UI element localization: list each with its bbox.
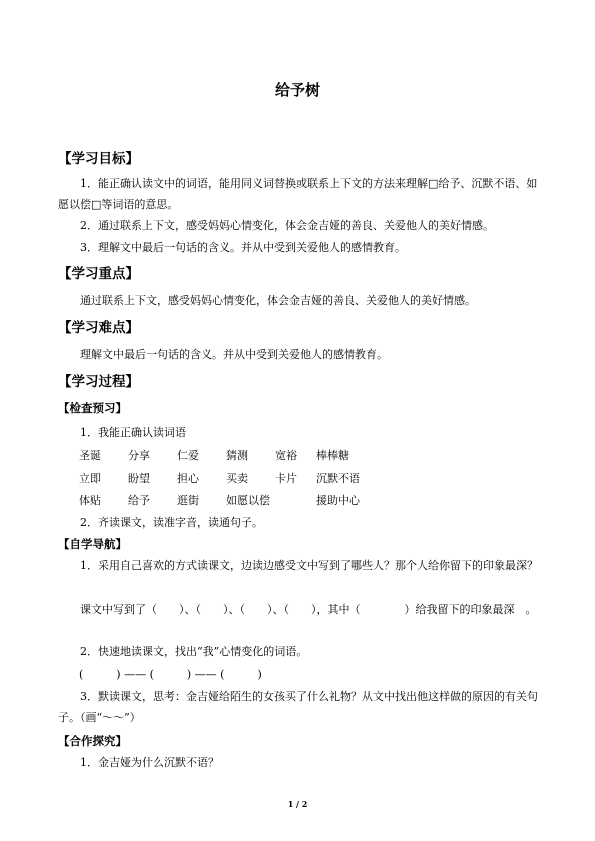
- explore-heading: 【合作探究】: [58, 734, 127, 748]
- word-row: [79, 447, 349, 463]
- explore-item-1: 1．金吉娅为什么沉默不语？: [80, 756, 219, 769]
- goals-heading: 【学习目标】: [58, 151, 139, 167]
- page-number: 1 / 2: [287, 799, 308, 809]
- self-study-heading: 【自学导航】: [58, 537, 127, 551]
- word-row: [79, 470, 360, 486]
- self-study-item-2: 2．快速地读课文，找出“我”心情变化的词语。: [80, 645, 308, 658]
- word: 圣诞: [79, 449, 101, 462]
- key-points-heading: 【学习重点】: [58, 266, 139, 282]
- word: 盼望: [128, 472, 150, 485]
- word: 棒棒糖: [316, 449, 349, 462]
- word: 猜测: [226, 449, 248, 462]
- word: 立即: [79, 472, 101, 485]
- self-study-item-3: 3．默读课文，思考：金吉娅给陌生的女孩买了什么礼物？从文中找出他这样做的原因的有关句子。（画“～～”）: [58, 690, 538, 724]
- preview-heading: 【检查预习】: [58, 401, 127, 415]
- word: 给予: [128, 494, 150, 507]
- self-study-item-1-fill: 课文中写到了（ ）、（ ）、（ ）、（ ），其中（ ）给我留下的印象最深 。: [80, 603, 537, 616]
- word: 逛街: [177, 494, 199, 507]
- page-title: 给予树: [274, 81, 320, 99]
- self-study-item-1: 1．采用自己喜欢的方式读课文，边读边感受文中写到了哪些人？那个人给你留下的印象最深？: [80, 559, 538, 572]
- word: 援助中心: [316, 494, 360, 507]
- word: 担心: [177, 472, 199, 485]
- difficult-points-text: 理解文中最后一句话的含义。并从中受到关爱他人的感情教育。: [80, 348, 388, 361]
- preview-item-2: 2．齐读课文，读准字音，读通句子。: [80, 516, 263, 529]
- word: 如愿以偿: [226, 494, 270, 507]
- goal-item-1: 1．能正确认读文中的词语，能用同义词替换或联系上下文的方法来理解□给予、沉默不语、如愿以偿□等词语的意思。: [58, 177, 538, 211]
- word-row: [79, 492, 360, 508]
- word: 分享: [128, 449, 150, 462]
- word: 宽裕: [275, 449, 297, 462]
- goal-item-3: 3．理解文中最后一句话的含义。并从中受到关爱他人的感情教育。: [80, 241, 406, 254]
- preview-item-1: 1．我能正确认读词语: [80, 426, 186, 439]
- key-points-text: 通过联系上下文，感受妈妈心情变化，体会金吉娅的善良、关爱他人的美好情感。: [80, 294, 476, 307]
- word: 买卖: [226, 472, 248, 485]
- word: 仁爱: [177, 449, 199, 462]
- word: 体贴: [79, 494, 101, 507]
- difficult-points-heading: 【学习难点】: [58, 320, 139, 336]
- word: 沉默不语: [316, 472, 360, 485]
- process-heading: 【学习过程】: [58, 374, 139, 390]
- self-study-item-2-fill: ( ) —— ( ) —— ( ): [79, 668, 262, 681]
- goal-item-2: 2．通过联系上下文，感受妈妈心情变化，体会金吉娅的善良、关爱他人的美好情感。: [80, 219, 494, 232]
- word: 卡片: [275, 472, 297, 485]
